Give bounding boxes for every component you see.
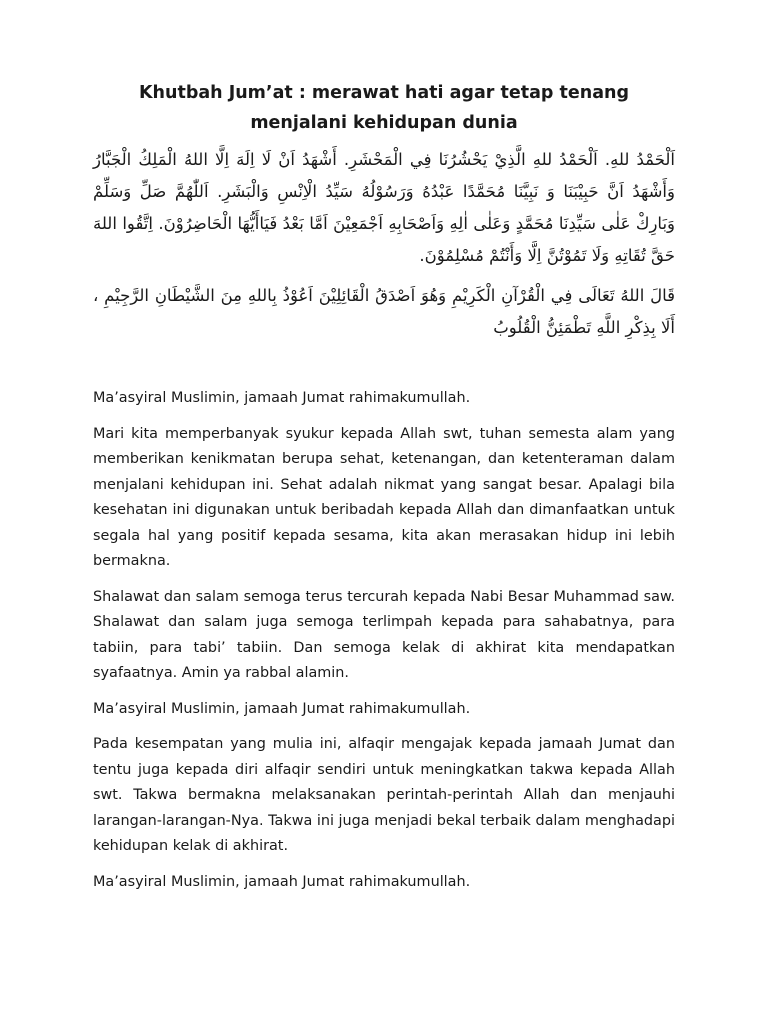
greeting-paragraph: Ma’asyiral Muslimin, jamaah Jumat rahimakumullah. (93, 700, 471, 717)
arabic-opening-text: اَلْحَمْدُ للهِ. اَلْحَمْدُ للهِ الَّذِيْ يَحْشُرُنَا فِي الْمَحْشَرِ. أَشْهَدُ اَنْ لَا اِلَهَ اِلَّا اللهُ الْمَلِكُ الْجَبَّارُ وَأَشْهَدُ اَنَّ حَبِيْبَنَا وَ نَبِيَّنَا مُحَمَّدًا عَبْدُهُ وَرَسُوْلُهُ سَيِّدُ الْاِنْسِ وَالْبَشَرِ. اَللّٰهُمَّ صَلِّ وَسَلِّمْ وَبَارِكْ عَلٰى سَيِّدِنَا مُحَمَّدٍ وَعَلٰى اٰلِهِ وَاَصْحَابِهِ اَجْمَعِيْنَ اَمَّا بَعْدُ فَيَاأَيُّهَا الْحَاضِرُوْنَ. اِتَّقُوا اللهَ حَقَّ تُقَاتِهِ وَلَا تَمُوْتُنَّ اِلَّا وَأَنْتُمْ مُسْلِمُوْنَ. (93, 150, 675, 265)
greeting-paragraph: Ma’asyiral Muslimin, jamaah Jumat rahimakumullah. (93, 390, 471, 406)
document-page (93, 78, 675, 905)
gratitude-paragraph: Mari kita memperbanyak syukur kepada Allah swt, tuhan semesta alam yang memberikan kenikmatan berupa sehat, ketenangan, dan ketenteraman dalam menjalani kehidupan ini. Sehat adalah nikmat yang sangat besar. Apalagi bila kesehatan ini digunakan untuk beribadah kepada Allah dan dimanfaatkan untuk segala hal yang positif kepada sesama, kita akan merasakan hidup ini lebih bermakna. (93, 425, 675, 569)
greeting-paragraph: Ma’asyiral Muslimin, jamaah Jumat rahimakumullah. (93, 873, 471, 890)
arabic-quran-quote: قَالَ اللهُ تَعَالَى فِي الْقُرْآنِ الْكَرِيْمِ وَهُوَ اَصْدَقُ الْقَائِلِيْنَ اَعُوْذُ بِاللهِ مِنَ الشَّيْطَانِ الرَّجِيْمِ ، أَلَا بِذِكْرِ اللَّهِ تَطْمَئِنُّ الْقُلُوبُ (93, 286, 675, 337)
shalawat-paragraph: Shalawat dan salam semoga terus tercurah kepada Nabi Besar Muhammad saw. Shalawat dan salam juga semoga terlimpah kepada para sahabatnya, para tabiin, para tabi’ tabiin. Dan semoga kelak di akhirat kita mendapatkan syafaatnya. Amin ya rabbal alamin. (93, 588, 675, 681)
sermon-body (93, 386, 675, 895)
document-title: Khutbah Jum’at : merawat hati agar tetap tenang menjalani kehidupan dunia (138, 83, 630, 133)
taqwa-paragraph: Pada kesempatan yang mulia ini, alfaqir mengajak kepada jamaah Jumat dan tentu juga kepada diri alfaqir sendiri untuk meningkatkan takwa kepada Allah swt. Takwa bermakna melaksanakan perintah-perintah Allah dan menjauhi larangan-larangan-Nya. Takwa ini juga menjadi bekal terbaik dalam menghadapi kehidupan kelak di akhirat. (93, 736, 675, 854)
